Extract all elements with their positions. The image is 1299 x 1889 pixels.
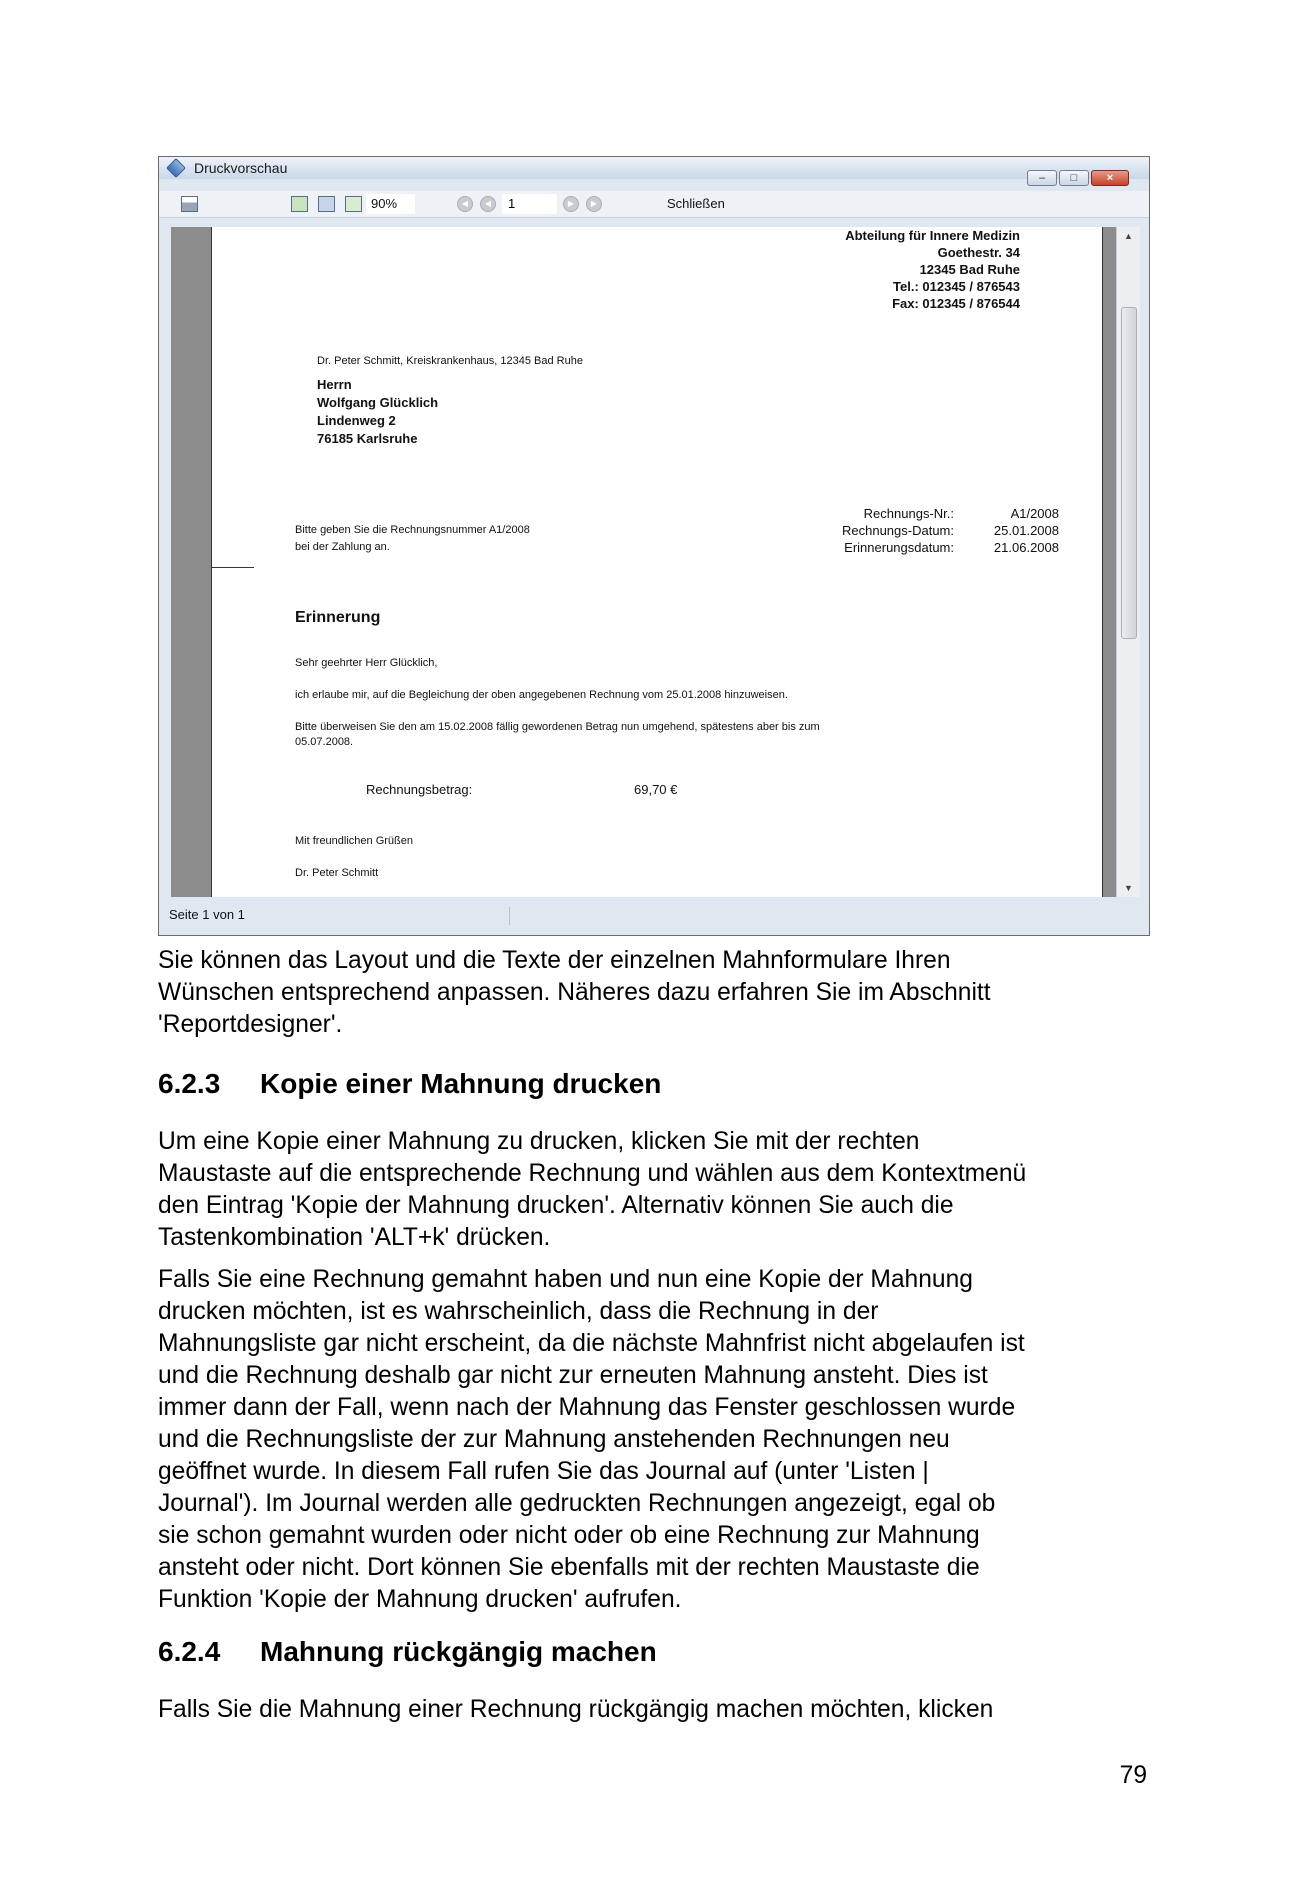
vertical-scrollbar[interactable] xyxy=(1116,227,1140,897)
status-divider xyxy=(509,907,510,925)
hint-line: Bitte geben Sie die Rechnungsnummer A1/2008 xyxy=(295,524,530,536)
close-preview-button[interactable]: Schließen xyxy=(667,196,725,211)
section-title: Kopie einer Mahnung drucken xyxy=(260,1068,662,1099)
meta-value: 21.06.2008 xyxy=(993,540,1059,555)
text-line: Mahnungsliste gar nicht erscheint, da die nächste Mahnfrist nicht abgelaufen ist xyxy=(158,1330,1025,1357)
signature: Dr. Peter Schmitt xyxy=(295,867,379,879)
meta-label: Rechnungs-Datum: xyxy=(842,523,954,538)
salutation: Sehr geehrter Herr Glücklich, xyxy=(295,657,438,669)
paragraph xyxy=(158,1694,1158,1726)
page-number: 79 xyxy=(1119,1762,1147,1789)
meta-label: Rechnungs-Nr.: xyxy=(863,506,954,521)
text-line: ansteht oder nicht. Dort können Sie ebenfalls mit der rechten Maustaste die xyxy=(158,1554,980,1581)
intro-paragraph xyxy=(158,945,1158,1041)
header-street: Goethestr. 34 xyxy=(937,245,1020,260)
recipient-line: Herrn xyxy=(317,377,352,392)
zoom-input[interactable]: 90% xyxy=(366,194,415,214)
recipient-line: 76185 Karlsruhe xyxy=(317,431,418,446)
close-window-button[interactable]: × xyxy=(1091,170,1129,186)
header-fax: Fax: 012345 / 876544 xyxy=(892,296,1020,311)
section-title: Mahnung rückgängig machen xyxy=(260,1636,657,1667)
scroll-up-icon[interactable]: ▲ xyxy=(1124,231,1133,241)
meta-value: A1/2008 xyxy=(1010,506,1059,521)
text-line: Sie können das Layout und die Texte der einzelnen Mahnformulare Ihren xyxy=(158,947,951,974)
section-number: 6.2.3 xyxy=(158,1068,221,1099)
single-page-icon[interactable] xyxy=(291,196,308,212)
text-line: Wünschen entsprechend anpassen. Näheres dazu erfahren Sie im Abschnitt xyxy=(158,979,991,1006)
text-line: Falls Sie eine Rechnung gemahnt haben und nun eine Kopie der Mahnung xyxy=(158,1266,973,1293)
meta-value: 25.01.2008 xyxy=(993,523,1059,538)
status-bar xyxy=(159,899,1149,935)
text-line: sie schon gemahnt wurden oder nicht oder ob eine Rechnung zur Mahnung xyxy=(158,1522,980,1549)
hint-line: bei der Zahlung an. xyxy=(295,541,390,553)
header-city: 12345 Bad Ruhe xyxy=(919,262,1020,277)
text-line: immer dann der Fall, wenn nach der Mahnung das Fenster geschlossen wurde xyxy=(158,1394,1016,1421)
header-department: Abteilung für Innere Medizin xyxy=(845,228,1020,243)
page-width-icon[interactable] xyxy=(345,196,362,212)
next-page-icon[interactable]: ▶ xyxy=(563,196,579,212)
toolbar xyxy=(159,191,1149,218)
text-line: Maustaste auf die entsprechende Rechnung und wählen aus dem Kontextmenü xyxy=(158,1160,1027,1187)
scroll-down-icon[interactable]: ▼ xyxy=(1124,883,1133,893)
header-phone: Tel.: 012345 / 876543 xyxy=(893,279,1020,294)
page-status: Seite 1 von 1 xyxy=(169,907,245,922)
body-text: Bitte überweisen Sie den am 15.02.2008 fällig gewordenen Betrag nun umgehend, spätestens aber bis zum xyxy=(295,721,820,733)
letter-subject: Erinnerung xyxy=(295,609,381,626)
multi-page-icon[interactable] xyxy=(318,196,335,212)
window-title: Druckvorschau xyxy=(194,160,288,176)
section-number: 6.2.4 xyxy=(158,1636,221,1667)
paragraph xyxy=(158,1126,1158,1254)
text-line: den Eintrag 'Kopie der Mahnung drucken'. Alternativ können Sie auch die xyxy=(158,1192,954,1219)
text-line: Funktion 'Kopie der Mahnung drucken' aufrufen. xyxy=(158,1586,682,1613)
letter-page xyxy=(211,227,1103,897)
body-text: ich erlaube mir, auf die Begleichung der oben angegebenen Rechnung vom 25.01.2008 hinzuweisen. xyxy=(295,689,788,701)
text-line: Tastenkombination 'ALT+k' drücken. xyxy=(158,1224,551,1251)
text-line: und die Rechnungsliste der zur Mahnung anstehenden Rechnungen neu xyxy=(158,1426,950,1453)
page-number-input[interactable]: 1 xyxy=(502,194,557,214)
text-line: und die Rechnung deshalb gar nicht zur erneuten Mahnung ansteht. Dies ist xyxy=(158,1362,988,1389)
sender-line: Dr. Peter Schmitt, Kreiskrankenhaus, 12345 Bad Ruhe xyxy=(317,355,583,367)
text-line: 'Reportdesigner'. xyxy=(158,1011,343,1038)
app-icon xyxy=(166,158,186,178)
amount-label: Rechnungsbetrag: xyxy=(366,782,473,797)
text-line: geöffnet wurde. In diesem Fall rufen Sie das Journal auf (unter 'Listen | xyxy=(158,1458,929,1485)
closing: Mit freundlichen Grüßen xyxy=(295,835,413,847)
printer-icon[interactable] xyxy=(181,196,198,212)
scroll-thumb[interactable] xyxy=(1121,307,1137,639)
recipient-line: Lindenweg 2 xyxy=(317,413,396,428)
text-line: Journal'). Im Journal werden alle gedruckten Rechnungen angezeigt, egal ob xyxy=(158,1490,996,1517)
text-line: Um eine Kopie einer Mahnung zu drucken, klicken Sie mit der rechten xyxy=(158,1128,920,1155)
recipient-line: Wolfgang Glücklich xyxy=(317,395,439,410)
text-line: Falls Sie die Mahnung einer Rechnung rückgängig machen möchten, klicken xyxy=(158,1696,994,1723)
section-heading-6-2-4 xyxy=(158,1636,657,1668)
fold-mark xyxy=(212,567,254,568)
amount-value: 69,70 € xyxy=(634,782,678,797)
minimize-button[interactable]: – xyxy=(1027,170,1057,186)
text-line: drucken möchten, ist es wahrscheinlich, dass die Rechnung in der xyxy=(158,1298,879,1325)
section-heading-6-2-3 xyxy=(158,1068,661,1100)
maximize-button[interactable]: □ xyxy=(1059,170,1089,186)
body-text: 05.07.2008. xyxy=(295,736,354,748)
meta-label: Erinnerungsdatum: xyxy=(844,540,954,555)
title-bar xyxy=(159,157,1149,184)
paragraph xyxy=(158,1264,1158,1616)
print-preview-window xyxy=(158,156,1150,936)
previous-page-icon[interactable]: ◀ xyxy=(480,196,496,212)
last-page-icon[interactable]: ▶ xyxy=(586,196,602,212)
first-page-icon[interactable]: ◀ xyxy=(457,196,473,212)
preview-viewport xyxy=(171,227,1116,897)
